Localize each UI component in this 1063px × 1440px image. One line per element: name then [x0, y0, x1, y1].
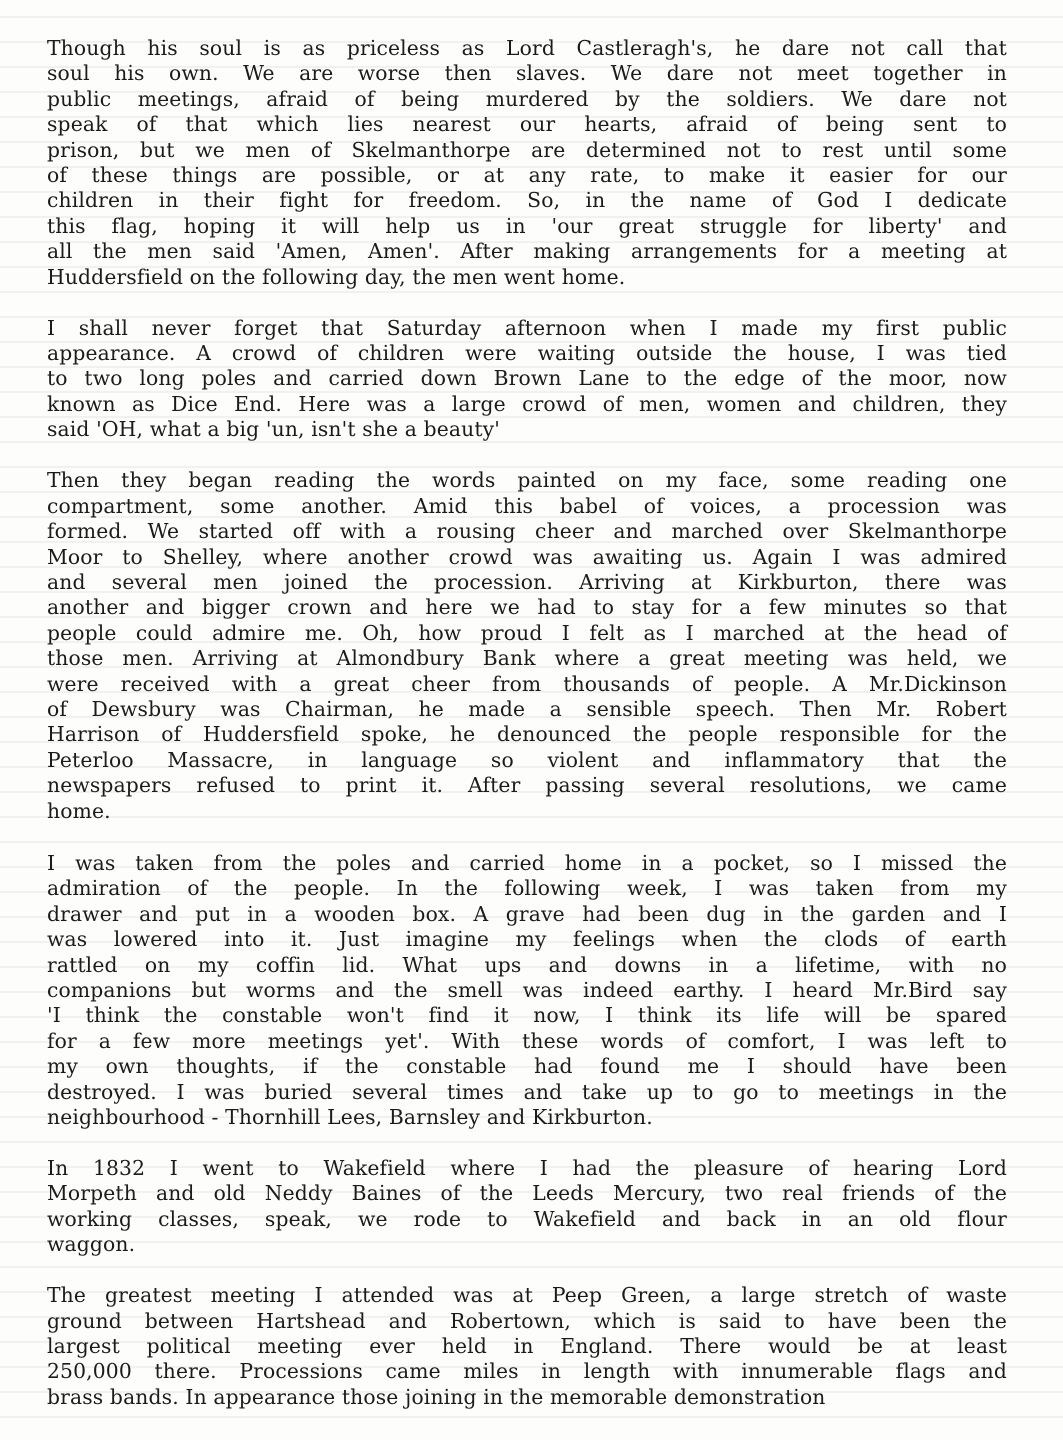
text-line: was lowered into it. Just imagine my feelings when the clods of earth — [47, 927, 1007, 952]
paragraph — [47, 36, 1007, 290]
text-line: companions but worms and the smell was indeed earthy. I heard Mr.Bird say — [47, 978, 1007, 1002]
text-line: largest political meeting ever held in England. There would be at least — [47, 1334, 1007, 1359]
text-line: Harrison of Huddersfield spoke, he denounced the people responsible for the — [47, 722, 1007, 747]
paragraph — [47, 1283, 1007, 1410]
text-line: speak of that which lies nearest our hearts, afraid of being sent to — [47, 112, 1007, 137]
text-line: prison, but we men of Skelmanthorpe are determined not to rest until some — [47, 137, 1007, 162]
text-line: Then they began reading the words painted on my face, some reading one — [47, 468, 1007, 493]
text-line: ground between Hartshead and Robertown, which is said to have been the — [47, 1308, 1007, 1333]
text-line: were received with a great cheer from thousands of people. A Mr.Dickinson — [47, 671, 1007, 696]
text-line: soul his own. We are worse then slaves. We dare not meet together in — [47, 61, 1007, 86]
text-line: newspapers refused to print it. After passing several resolutions, we came — [47, 773, 1007, 798]
paragraph — [47, 316, 1007, 443]
text-line: said 'OH, what a big 'un, isn't she a beauty' — [47, 417, 500, 442]
text-line: compartment, some another. Amid this babel of voices, a procession was — [47, 493, 1007, 518]
text-line: for a few more meetings yet'. With these words of comfort, I was left to — [47, 1028, 1007, 1053]
text-line: those men. Arriving at Almondbury Bank where a great meeting was held, we — [47, 646, 1007, 671]
text-line: Though his soul is as priceless as Lord Castleragh's, he dare not call that — [47, 36, 1007, 60]
text-line: I shall never forget that Saturday afternoon when I made my first public — [47, 315, 1007, 340]
paragraph — [47, 468, 1007, 824]
text-line: The greatest meeting I attended was at Peep Green, a large stretch of waste — [47, 1283, 1007, 1308]
text-line: rattled on my coffin lid. What ups and downs in a lifetime, with no — [47, 952, 1007, 977]
text-line: 250,000 there. Processions came miles in length with innumerable flags and — [47, 1359, 1007, 1384]
text-line: Moor to Shelley, where another crowd was awaiting us. Again I was admired — [47, 544, 1007, 569]
text-line: brass bands. In appearance those joining in the memorable demonstration — [47, 1384, 826, 1409]
text-line: and several men joined the procession. Arriving at Kirkburton, there was — [47, 569, 1007, 594]
text-line: another and bigger crown and here we had to stay for a few minutes so that — [47, 595, 1007, 620]
text-line: destroyed. I was buried several times and take up to go to meetings in the — [47, 1079, 1007, 1104]
text-line: my own thoughts, if the constable had found me I should have been — [47, 1054, 1007, 1079]
text-line: appearance. A crowd of children were waiting outside the house, I was tied — [47, 341, 1007, 366]
text-line: public meetings, afraid of being murdered by the soldiers. We dare not — [47, 86, 1007, 111]
text-line: known as Dice End. Here was a large crowd of men, women and children, they — [47, 391, 1007, 416]
text-line: I was taken from the poles and carried home in a pocket, so I missed the — [47, 850, 1007, 875]
text-line: neighbourhood - Thornhill Lees, Barnsley and Kirkburton. — [47, 1105, 653, 1130]
text-line: admiration of the people. In the following week, I was taken from my — [47, 876, 1007, 901]
text-line: waggon. — [47, 1232, 136, 1257]
document-body — [47, 36, 1007, 1436]
text-line: children in their fight for freedom. So, in the name of God I dedicate — [47, 188, 1007, 213]
text-line: of these things are possible, or at any rate, to make it easier for our — [47, 163, 1007, 188]
text-line: In 1832 I went to Wakefield where I had the pleasure of hearing Lord — [47, 1156, 1007, 1181]
text-line: of Dewsbury was Chairman, he made a sensible speech. Then Mr. Robert — [47, 696, 1007, 721]
text-line: this flag, hoping it will help us in 'our great struggle for liberty' and — [47, 213, 1007, 238]
text-line: to two long poles and carried down Brown Lane to the edge of the moor, now — [47, 366, 1007, 391]
text-line: home. — [47, 798, 111, 823]
text-line: all the men said 'Amen, Amen'. After making arrangements for a meeting at — [47, 239, 1007, 264]
text-line: working classes, speak, we rode to Wakefield and back in an old flour — [47, 1206, 1007, 1231]
paragraph — [47, 1156, 1007, 1258]
text-line: formed. We started off with a rousing cheer and marched over Skelmanthorpe — [47, 519, 1007, 544]
text-line: Morpeth and old Neddy Baines of the Leeds Mercury, two real friends of the — [47, 1181, 1007, 1206]
text-line: people could admire me. Oh, how proud I felt as I marched at the head of — [47, 620, 1007, 645]
text-line: 'I think the constable won't find it now, I think its life will be spared — [47, 1003, 1007, 1028]
text-line: Huddersfield on the following day, the men went home. — [47, 264, 626, 289]
text-line: drawer and put in a wooden box. A grave had been dug in the garden and I — [47, 901, 1007, 926]
text-line: Peterloo Massacre, in language so violent and inflammatory that the — [47, 747, 1007, 772]
paragraph — [47, 851, 1007, 1130]
